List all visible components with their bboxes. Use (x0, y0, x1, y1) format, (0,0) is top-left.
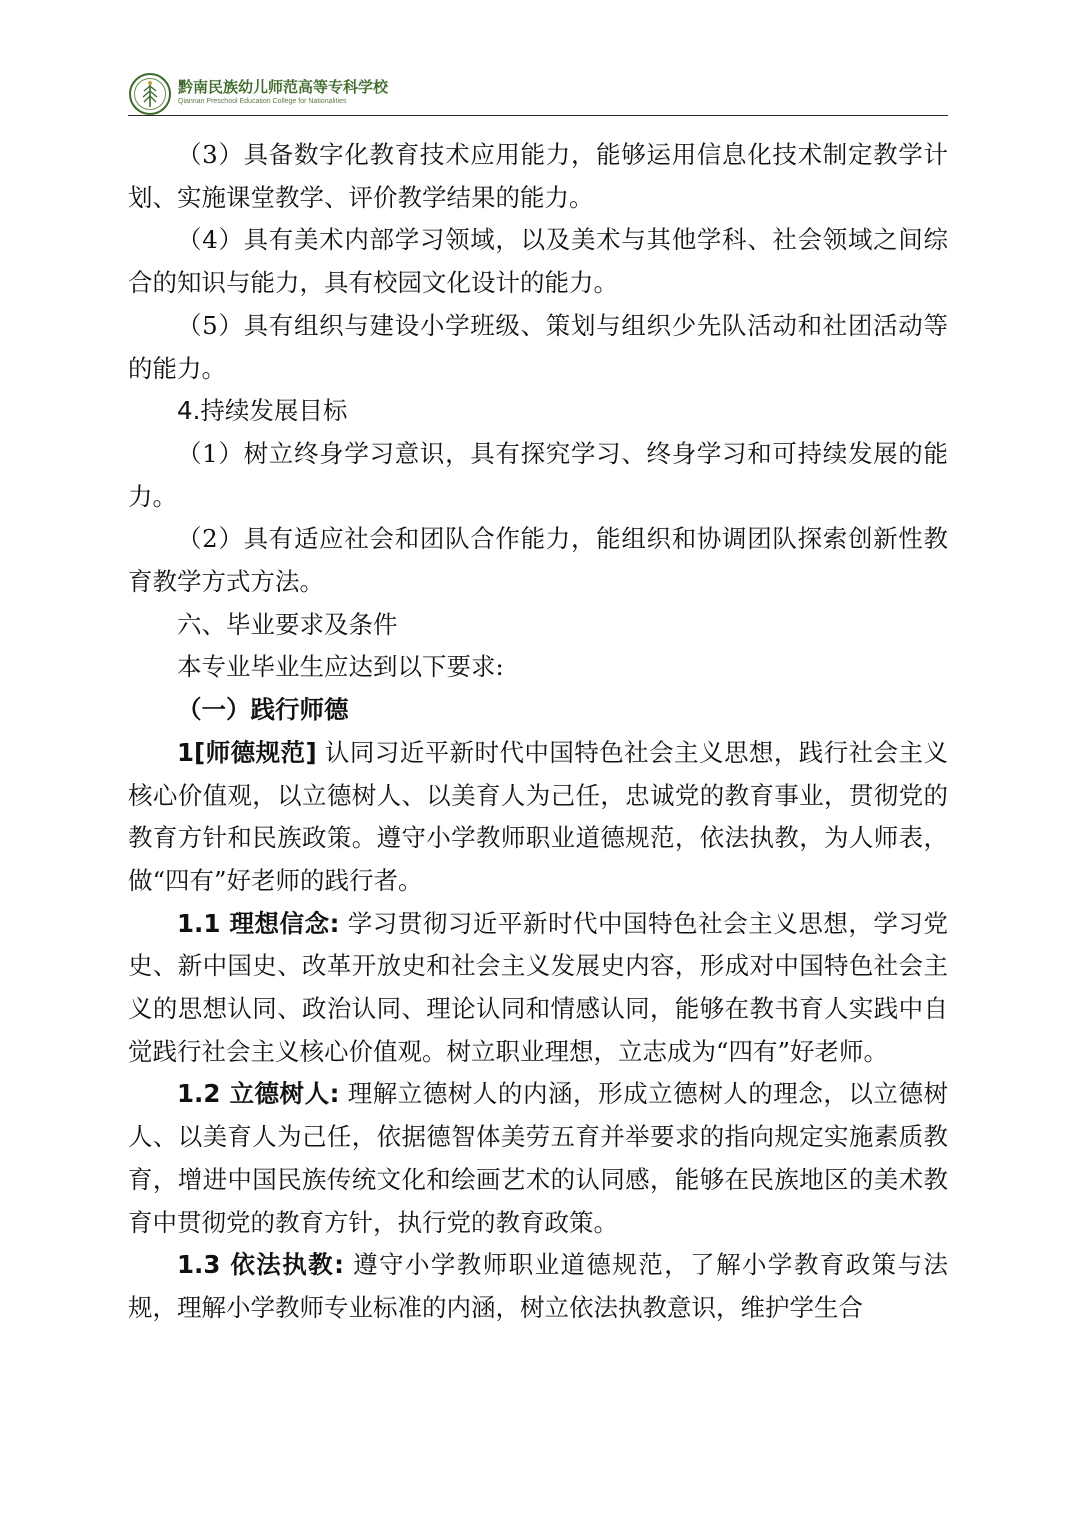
subsection-heading-ethics: （一）践行师德 (177, 695, 349, 725)
school-emblem-icon (128, 72, 172, 116)
header-divider (128, 115, 948, 116)
item-1-3-text: 遵守小学教师职业道德规范，了解小学教育政策与法规，理解小学教师专业标准的内涵，树立依法执教意识，维护学生合 (128, 1250, 948, 1322)
section-heading-graduation: 六、毕业要求及条件 (177, 609, 398, 639)
item-1-1-text: 学习贯彻习近平新时代中国特色社会主义思想，学习党史、新中国史、改革开放史和社会主义发展史内容，形成对中国特色社会主义的思想认同、政治认同、理论认同和情感认同，能够在教书育人实践中自觉践行社会主义核心价值观。树立职业理想，立志成为“四有”好老师。 (128, 908, 948, 1066)
item-1-2-label: 1.2 立德树人: (177, 1079, 340, 1109)
paragraph-ability-5: （5）具有组织与建设小学班级、策划与组织少先队活动和社团活动等的能力。 (128, 310, 948, 383)
paragraph-sustainable-2: （2）具有适应社会和团队合作能力，能组织和协调团队探索创新性教育教学方式方法。 (128, 524, 948, 597)
item-1-3-label: 1.3 依法执教: (177, 1250, 344, 1280)
paragraph-intro: 本专业毕业生应达到以下要求: (177, 652, 504, 682)
paragraph-ability-3: （3）具备数字化教育技术应用能力，能够运用信息化技术制定教学计划、实施课堂教学、评价教学结果的能力。 (128, 140, 948, 212)
item-1-text: 认同习近平新时代中国特色社会主义思想，践行社会主义核心价值观，以立德树人、以美育人为己任，忠诚党的教育事业，贯彻党的教育方针和民族政策。遵守小学教师职业道德规范，依法执教，为人师表，做“四有”好老师的践行者。 (128, 737, 948, 895)
document-body (128, 134, 948, 1330)
paragraph-item-1 (128, 732, 948, 903)
paragraph-item-1-1 (128, 903, 948, 1074)
paragraph-sustainable-1: （1）树立终身学习意识，具有探究学习、终身学习和可持续发展的能力。 (128, 438, 948, 511)
paragraph-ability-4: （4）具有美术内部学习领域，以及美术与其他学科、社会领域之间综合的知识与能力，具有校园文化设计的能力。 (128, 225, 948, 298)
paragraph-item-1-3 (128, 1244, 948, 1329)
section-heading-sustainable: 4.持续发展目标 (177, 396, 348, 426)
item-1-label: 1[师德规范] (177, 737, 317, 767)
school-name-cn: 黔南民族幼儿师范高等专科学校 (178, 78, 389, 96)
school-name-en: Qiannan Preschool Education College for Nationalities (178, 98, 347, 105)
item-1-1-label: 1.1 理想信念: (177, 908, 340, 938)
page-header (128, 70, 946, 116)
paragraph-item-1-2 (128, 1073, 948, 1244)
item-1-2-text: 理解立德树人的内涵，形成立德树人的理念，以立德树人、以美育人为己任，依据德智体美劳五育并举要求的指向规定实施素质教育，增进中国民族传统文化和绘画艺术的认同感，能够在民族地区的美术教育中贯彻党的教育方针，执行党的教育政策。 (128, 1079, 948, 1237)
